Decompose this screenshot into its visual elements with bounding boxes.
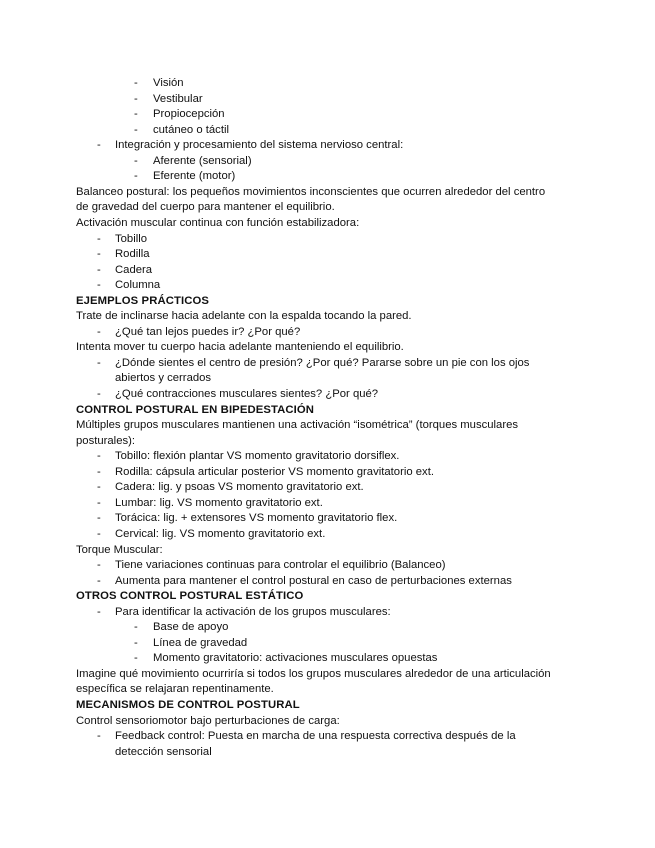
bullet-dash: -: [134, 123, 138, 136]
line-text: Propiocepción: [153, 108, 225, 121]
line-text: ¿Dónde sientes el centro de presión? ¿Por qué? Pararse sobre un pie con los ojos: [115, 356, 530, 369]
bullet-dash: -: [134, 636, 138, 649]
line-text: Rodilla: [115, 248, 150, 261]
line-text: Integración y procesamiento del sistema nervioso central:: [115, 139, 404, 152]
line-text: Feedback control: Puesta en marcha de una respuesta correctiva después de la: [115, 730, 516, 743]
bullet-dash: -: [97, 450, 101, 463]
line-text: Columna: [115, 279, 161, 292]
line-text: Aumenta para mantener el control postural en caso de perturbaciones externas: [115, 574, 512, 587]
bullet-dash: -: [134, 652, 138, 665]
bullet-dash: -: [97, 527, 101, 540]
bullet-dash: -: [97, 496, 101, 509]
line-text: Aferente (sensorial): [153, 154, 252, 167]
line-text: Rodilla: cápsula articular posterior VS momento gravitatorio ext.: [115, 465, 434, 478]
line-text: posturales):: [76, 434, 136, 447]
bullet-dash: -: [97, 248, 101, 261]
bullet-dash: -: [134, 170, 138, 183]
line-text: Tobillo: flexión plantar VS momento gravitatorio dorsiflex.: [115, 450, 400, 463]
bullet-dash: -: [97, 388, 101, 400]
bullet-dash: -: [97, 512, 101, 525]
line-text: Eferente (motor): [153, 170, 236, 183]
bullet-dash: -: [97, 574, 101, 587]
line-text: específica se relajaran repentinamente.: [76, 683, 274, 696]
bullet-dash: -: [134, 77, 138, 89]
bullet-dash: -: [97, 232, 101, 245]
line-text: Intenta mover tu cuerpo hacia adelante manteniendo el equilibrio.: [76, 341, 404, 354]
bullet-dash: -: [97, 356, 101, 369]
heading-text: MECANISMOS DE CONTROL POSTURAL: [76, 699, 300, 711]
line-text: Trate de inclinarse hacia adelante con la espalda tocando la pared.: [76, 310, 412, 323]
bullet-dash: -: [97, 605, 101, 618]
line-text: cutáneo o táctil: [153, 123, 229, 136]
line-text: Torque Muscular:: [76, 543, 163, 556]
bullet-dash: -: [97, 279, 101, 292]
bullet-dash: -: [97, 559, 101, 572]
line-text: Tiene variaciones continuas para controlar el equilibrio (Balanceo): [115, 559, 446, 572]
line-text: Para identificar la activación de los grupos musculares:: [115, 605, 391, 618]
bullet-dash: -: [134, 92, 138, 105]
bullet-dash: -: [97, 325, 101, 338]
bullet-dash: -: [97, 481, 101, 494]
bullet-dash: -: [97, 730, 101, 743]
heading-text: EJEMPLOS PRÁCTICOS: [76, 294, 209, 307]
line-text: Imagine qué movimiento ocurriría si todos los grupos musculares alrededor de una articulación: [76, 667, 551, 680]
heading-text: CONTROL POSTURAL EN BIPEDESTACIÓN: [76, 403, 315, 416]
line-text: Visión: [153, 77, 184, 89]
line-text: Tobillo: [115, 232, 148, 245]
line-text: Línea de gravedad: [153, 636, 248, 649]
bullet-dash: -: [97, 263, 101, 276]
line-text: Cadera: [115, 263, 153, 276]
line-text: ¿Qué contracciones musculares sientes? ¿Por qué?: [115, 388, 379, 400]
line-text: Control sensoriomotor bajo perturbaciones de carga:: [76, 714, 340, 727]
bullet-dash: -: [134, 108, 138, 121]
bullet-dash: -: [134, 154, 138, 167]
line-text: Lumbar: lig. VS momento gravitatorio ext.: [115, 496, 323, 509]
bullet-dash: -: [134, 621, 138, 634]
bullet-dash: -: [97, 139, 101, 152]
bullet-dash: -: [97, 465, 101, 478]
line-text: abiertos y cerrados: [115, 372, 212, 385]
line-text: Múltiples grupos musculares mantienen una activación “isométrica” (torques musculares: [76, 419, 519, 432]
line-text: Cervical: lig. VS momento gravitatorio ext.: [115, 527, 326, 540]
line-text: Momento gravitatorio: activaciones musculares opuestas: [153, 652, 438, 665]
heading-text: OTROS CONTROL POSTURAL ESTÁTICO: [76, 590, 304, 603]
line-text: ¿Qué tan lejos puedes ir? ¿Por qué?: [115, 325, 301, 338]
line-text: Base de apoyo: [153, 621, 229, 634]
line-text: Balanceo postural: los pequeños movimientos inconscientes que ocurren alrededor del centro: [76, 185, 546, 198]
line-text: Activación muscular continua con función estabilizadora:: [76, 216, 360, 229]
line-text: de gravedad del cuerpo para mantener el equilibrio.: [76, 201, 335, 214]
line-text: Cadera: lig. y psoas VS momento gravitatorio ext.: [115, 481, 364, 494]
line-text: Vestibular: [153, 92, 203, 105]
line-text: detección sensorial: [115, 745, 212, 758]
line-text: Torácica: lig. + extensores VS momento gravitatorio flex.: [115, 512, 398, 525]
